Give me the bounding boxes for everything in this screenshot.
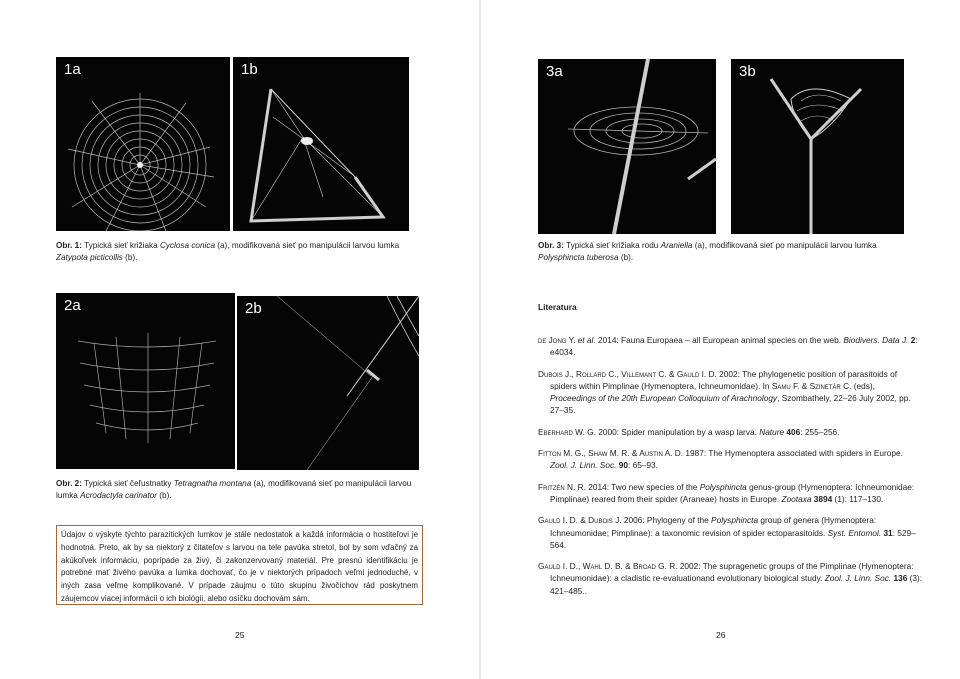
ref-journal: Zool. J. Linn. Soc. [824, 573, 892, 584]
ref-text: 2014: Two new species of the [585, 481, 700, 492]
ref-volume: 90 [616, 460, 628, 471]
ref-pages: (3): 421–485.. [550, 573, 923, 596]
ref-pages: : 529–564. [550, 527, 916, 550]
photo-label: 3a [546, 63, 563, 80]
ref-journal: Syst. Entomol. [827, 527, 882, 538]
reference-item [538, 560, 923, 597]
ref-text: (eds), [851, 380, 875, 391]
caption-text: (b). [157, 490, 172, 500]
ref-text: 2000: Spider manipulation by a wasp larva. [595, 426, 760, 437]
left-page [0, 0, 479, 679]
caption-text: (b). [122, 252, 138, 262]
ref-pages: : e4034. [550, 335, 918, 358]
photo-2b [237, 296, 419, 470]
caption-number: 2: [74, 479, 82, 488]
ref-text: 2002: The phylogenetic position of parasitoids of spiders within Pimplinae (Hymenoptera, Ichneumonidae). In [550, 368, 898, 391]
ref-volume: 2 [908, 335, 916, 345]
figure-caption-2 [56, 478, 421, 501]
ref-volume: 31 [881, 527, 893, 538]
caption-prefix: Obr. [56, 479, 75, 488]
species-name: Tetragnatha montana [173, 479, 252, 488]
photo-3b [731, 59, 904, 234]
ref-volume: 3894 [811, 493, 833, 504]
caption-text: (a), modifikovaná sieť po manipulácii larvou lumka [692, 241, 877, 250]
photo-3a [538, 59, 716, 234]
caption-text: (a), modifikovaná sieť po manipulácii larvou lumka [215, 241, 400, 250]
ref-text: 2002: The supragenetic groups of the Pimplinae (Hymenoptera: Ichneumonidae): a cladistic re-evaluationand evolutionary biological study. [550, 561, 914, 584]
caption-text: (a), modifikovaná sieť po manipulácii larvou lumka [56, 479, 412, 500]
species-name: Cyclosa conica [159, 241, 215, 250]
ref-authors: Dubois J., Rollard C., Villemant C. & Gauld I. D. [538, 368, 717, 379]
info-text: Údajov o výskyte týchto parazitických lumkov je stále nedostatok a každá informácia o hostiteľovi je hodnotná. Preto, ak by sa niektorý z čitateľov s larvou na tele pavúka stretol, bol by som vďačný za akúkoľvek informáciu, poprípade za živý, či zakonzervovaný materiál. Pre presnú identifikáciu je potrebné mať živého pavúka a lumka dochovať, čo je v niektorých prípadoch veľmi jednoduché, v iných zasa veľme komplikované. V prípade záujmu o túto skupinu živočíchov rád poskytnem záujemcov viacej informácií o ich biológii, alebo osíčku dochovám sám. [61, 530, 418, 603]
info-box [56, 525, 423, 605]
ref-text: 2006: Phylogeny of the [621, 515, 712, 526]
caption-number: 3: [556, 241, 564, 250]
photo-2a [56, 293, 235, 469]
ref-book: Proceedings of the 20th European Colloquium of Arachnology [550, 393, 778, 404]
ref-pages: : 255–256. [800, 426, 840, 437]
caption-text: Typická sieť križiaka [81, 241, 160, 250]
caption-prefix: Obr. [56, 241, 75, 250]
ref-journal: Biodivers. Data J. [843, 335, 909, 345]
ref-text: genus-group (Hymenoptera: Ichneumonidae: Pimplinae) reared from their spider (Araneae) hosts in Europe. [550, 481, 915, 504]
orb-web-drawing [56, 57, 230, 231]
ref-text: 2014: Fauna Europaea – all European animal species on the web. [595, 335, 844, 345]
species-name: Polysphincta tuberosa [538, 252, 619, 262]
reference-item [538, 447, 923, 472]
reference-list [538, 334, 923, 606]
ref-volume: 136 [891, 573, 908, 584]
ref-pages: : 65–93. [627, 460, 658, 471]
ref-authors: Fitton M. G., Shaw M. R. & Austin A. D. [538, 448, 684, 459]
figure-caption-3 [538, 240, 908, 263]
ref-volume: 406 [784, 426, 801, 437]
web-2b-drawing [237, 296, 419, 470]
ref-editors: Samu F. & Szinetár C. [771, 380, 852, 391]
reference-item [538, 514, 923, 551]
ref-text: 1987: The Hymenoptera associated with spiders in Europe. [683, 448, 903, 459]
ref-genus: Polysphincta [711, 515, 759, 526]
ref-journal: Nature [759, 426, 785, 437]
ref-text: group of genera (Hymenoptera: Ichneumonidae; Pimplinae): a taxonomic revision of spider ectoparasitoids. [550, 515, 877, 538]
photo-1b [233, 57, 409, 231]
ref-text: , Szombathely, 22–26 July 2002, pp. 27–35. [550, 393, 911, 416]
photo-label: 3b [739, 63, 756, 80]
literature-heading: Literatura [538, 302, 577, 312]
caption-text: Typická sieť čeľustnatky [81, 479, 174, 488]
ref-pages: (1): 117–130. [832, 493, 884, 504]
species-name: Acrodactyla carinator [80, 490, 158, 500]
modified-web-drawing [233, 57, 409, 231]
ref-etal: et al. [577, 335, 596, 345]
page-number: 26 [716, 630, 726, 640]
ref-genus: Polysphincta [699, 481, 747, 492]
caption-text: (b). [618, 252, 634, 262]
photo-1a [56, 57, 230, 231]
reference-item [538, 368, 923, 417]
photo-label: 2b [245, 300, 262, 317]
page-number: 25 [235, 630, 245, 640]
photo-label: 1b [241, 61, 258, 78]
caption-text: Typická sieť križiaka rodu [563, 241, 661, 250]
ref-authors: Eberhard W. G. [538, 426, 596, 437]
figure-caption-1 [56, 240, 421, 263]
ref-journal: Zool. J. Linn. Soc. [550, 460, 617, 471]
photo-label: 1a [64, 61, 81, 78]
caption-number: 1: [74, 241, 82, 250]
species-name: Araniella [660, 241, 693, 250]
species-name: Zatypota picticollis [56, 252, 123, 262]
ref-authors: Gauld I. D. & Dubois J. [538, 515, 622, 526]
ref-journal: Zootaxa [781, 493, 812, 504]
web-3a-drawing [538, 59, 716, 234]
reference-item [538, 481, 923, 506]
photo-label: 2a [64, 297, 81, 314]
ref-authors: de Jong Y. [538, 335, 578, 345]
web-2a-drawing [56, 293, 235, 469]
reference-item [538, 426, 923, 438]
ref-authors: Fritzén N. R. [538, 481, 586, 492]
web-3b-drawing [731, 59, 904, 234]
reference-item [538, 334, 923, 359]
caption-prefix: Obr. [538, 241, 557, 250]
ref-authors: Gauld I. D., Wahl D. B. & Broad G. R. [538, 561, 678, 572]
